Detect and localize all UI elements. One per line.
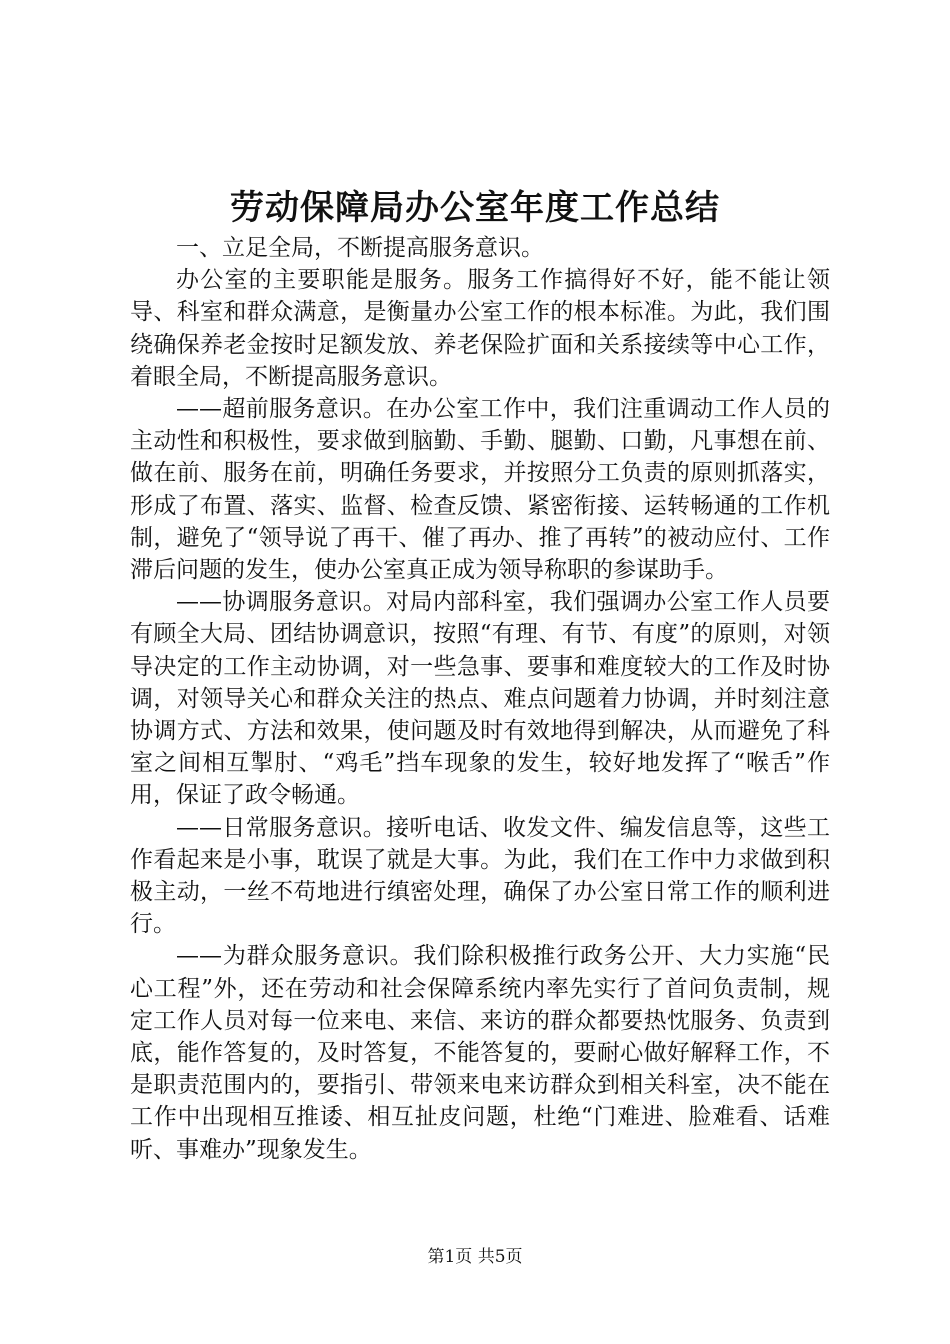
paragraph-section-heading: 一、立足全局，不断提高服务意识。 (176, 235, 544, 261)
page-number-footer: 第1页 共5页 (427, 1247, 523, 1267)
paragraph-proactive-service: ——超前服务意识。在办公室工作中，我们注重调动工作人员的主动性和积极性，要求做到脑勤、手勤、腿勤、口勤，凡事想在前、做在前、服务在前，明确任务要求，并按照分工负责的原则抓落实，形成了布置、落实、监督、检查反馈、紧密衔接、运转畅通的工作机制，避免了“领导说了再干、催了再办、推了再转”的被动应付、工作滞后问题的发生，使办公室真正成为领导称职的参谋助手。 (130, 396, 830, 584)
document-body (130, 232, 830, 1166)
paragraph-coordination-service: ——协调服务意识。对局内部科室，我们强调办公室工作人员要有顾全大局、团结协调意识，按照“有理、有节、有度”的原则，对领导决定的工作主动协调，对一些急事、要事和难度较大的工作及时协调，对领导关心和群众关注的热点、难点问题着力协调，并时刻注意协调方式、方法和效果，使问题及时有效地得到解决，从而避免了科室之间相互掣肘、“鸡毛”挡车现象的发生，较好地发挥了“喉舌”作用，保证了政令畅通。 (130, 589, 830, 809)
paragraph-daily-service: ——日常服务意识。接听电话、收发文件、编发信息等，这些工作看起来是小事，耽误了就是大事。为此，我们在工作中力求做到积极主动，一丝不苟地进行缜密处理，确保了办公室日常工作的顺利进行。 (130, 814, 830, 938)
document-title: 劳动保障局办公室年度工作总结 (230, 188, 720, 228)
paragraph-public-service: ——为群众服务意识。我们除积极推行政务公开、大力实施“民心工程”外，还在劳动和社会保障系统内率先实行了首问负责制，规定工作人员对每一位来电、来信、来访的群众都要热忱服务、负责到底，能作答复的，及时答复，不能答复的，要耐心做好解释工作，不是职责范围内的，要指引、带领来电来访群众到相关科室，决不能在工作中出现相互推诿、相互扯皮问题，杜绝“门难进、脸难看、话难听、事难办”现象发生。 (130, 943, 830, 1163)
paragraph-intro: 办公室的主要职能是服务。服务工作搞得好不好，能不能让领导、科室和群众满意，是衡量办公室工作的根本标准。为此，我们围绕确保养老金按时足额发放、养老保险扩面和关系接续等中心工作，着眼全局，不断提高服务意识。 (130, 267, 830, 390)
